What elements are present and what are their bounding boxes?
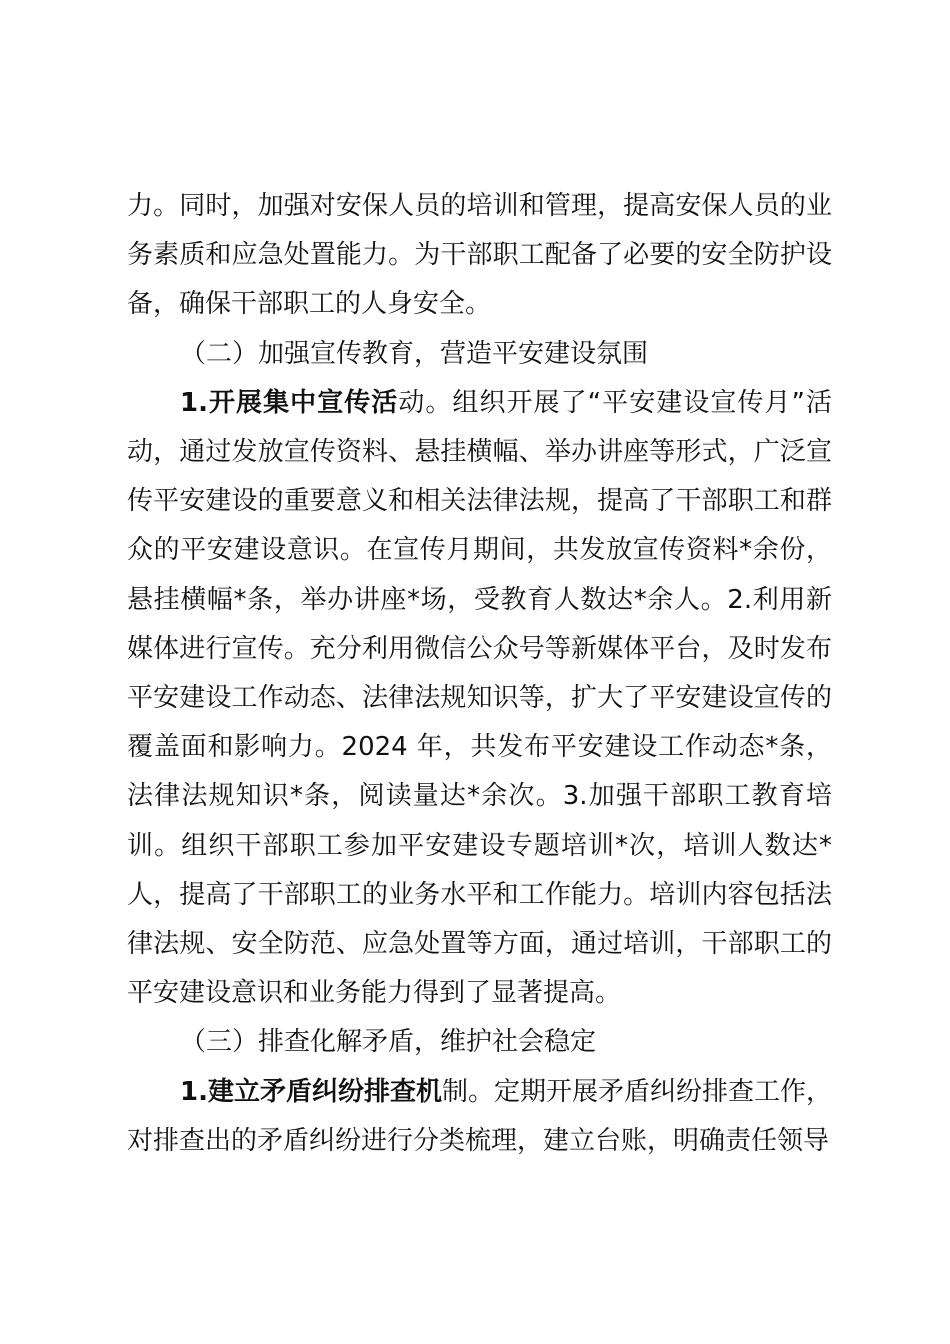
paragraph-section-2 [127, 379, 832, 1019]
paragraph-continuation: 力。同时，加强对安保人员的培训和管理，提高安保人员的业务素质和应急处置能力。为干部职工配备了必要的安全防护设备，确保干部职工的人身安全。 [127, 191, 832, 320]
paragraph-text: 制。定期开展矛盾纠纷排查工作，对排查出的矛盾纠纷进行分类梳理，建立台账，明确责任领导 [127, 1076, 832, 1156]
bold-lead-text: 1.建立矛盾纠纷排查机 [180, 1076, 442, 1107]
paragraph-section-3 [127, 1068, 832, 1166]
section-heading-3: （三）排查化解矛盾，维护社会稳定 [180, 1027, 597, 1058]
bold-lead-text: 1.开展集中宣传活 [180, 387, 399, 418]
document-body [127, 182, 832, 1166]
section-heading-2: （二）加强宣传教育，营造平安建设氛围 [180, 338, 649, 369]
paragraph-text: 动。组织开展了“平安建设宣传月”活动，通过发放宣传资料、悬挂横幅、举办讲座等形式，广泛宣传平安建设的重要意义和相关法律法规，提高了干部职工和群众的平安建设意识。在宣传月期间，共发放宣传资料*余份，悬挂横幅*条，举办讲座*场，受教育人数达*余人。2.利用新媒体进行宣传。充分利用微信公众号等新媒体平台，及时发布平安建设工作动态、法律法规知识等，扩大了平安建设宣传的覆盖面和影响力。2024 年，共发布平安建设工作动态*条，法律法规知识*条，阅读量达*余次。3.加强干部职工教育培训。组织干部职工参加平安建设专题培训*次，培训人数达*人，提高了干部职工的业务水平和工作能力。培训内容包括法律法规、安全防范、应急处置等方面，通过培训，干部职工的平安建设意识和业务能力得到了显著提高。 [127, 387, 832, 1009]
